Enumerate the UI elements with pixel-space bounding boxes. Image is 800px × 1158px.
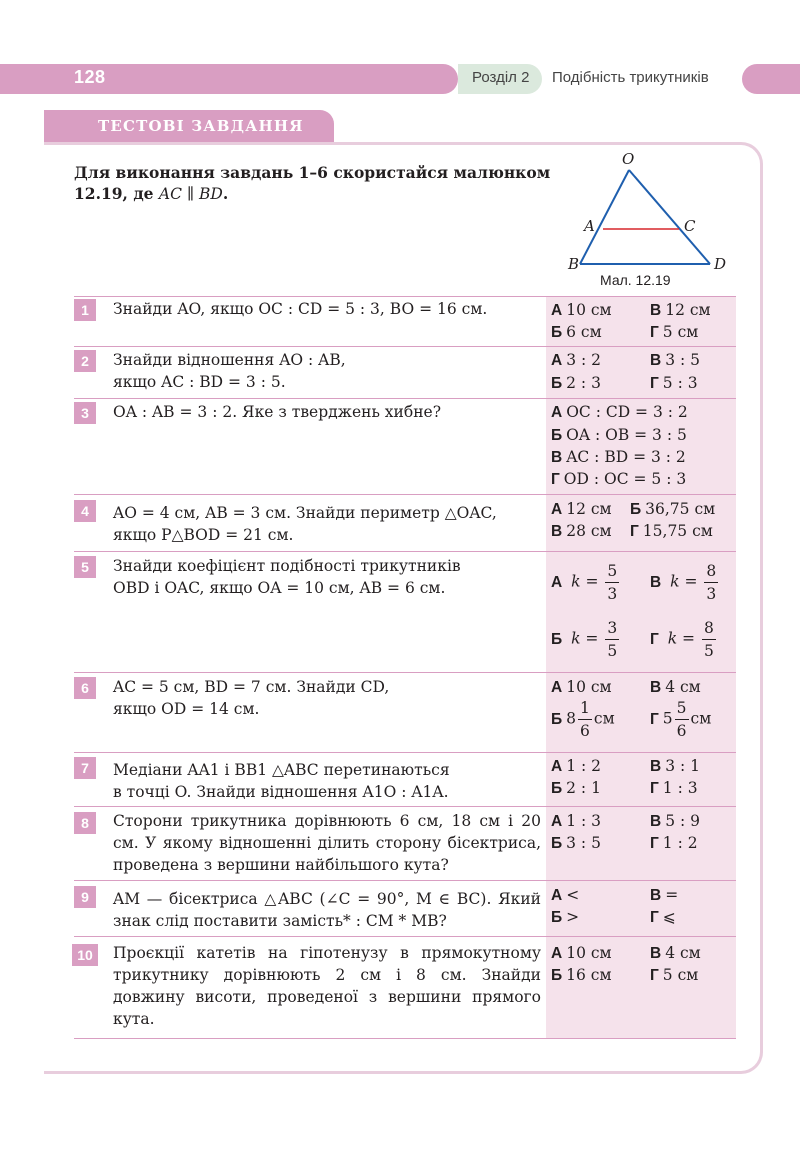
answer-unit: см [593, 709, 615, 728]
question-line: Знайди відношення AO : AB, [113, 351, 346, 369]
answer-letter: В [551, 523, 563, 540]
answer-value: 10 см [566, 678, 612, 696]
row-divider [74, 296, 736, 297]
answer-option [650, 832, 698, 855]
answer-value: 2 : 1 [566, 779, 601, 797]
answer-value: 3 : 2 [566, 351, 602, 369]
fraction [702, 617, 716, 662]
answer-unit: см [690, 709, 712, 728]
answer-var: k = [670, 572, 698, 591]
header-pill [742, 64, 800, 94]
answer-letter: Б [551, 710, 563, 728]
answer-letter: А [551, 501, 563, 518]
answer-letter: Г [551, 471, 560, 488]
answer-option [551, 349, 601, 372]
intro-math: AC ∥ BD [158, 185, 223, 203]
answer-letter: Г [650, 780, 659, 797]
chapter-title: Подібність трикутників [552, 69, 709, 86]
numerator: 8 [702, 617, 716, 640]
row-divider [74, 494, 736, 495]
row-divider [74, 936, 736, 937]
answer-option [650, 697, 711, 742]
answer-value: 12 см [665, 301, 711, 319]
answer-option [650, 884, 678, 907]
answer-option [551, 964, 612, 987]
question-text [113, 676, 541, 720]
answer-letter: Б [551, 909, 563, 926]
row-divider [74, 398, 736, 399]
answer-value: < [566, 886, 580, 904]
answer-letter: В [650, 758, 662, 775]
answer-letter: В [650, 945, 662, 962]
answer-option [650, 810, 700, 833]
page-number: 128 [74, 67, 106, 87]
question-text [113, 502, 541, 546]
answer-value: 6 см [566, 323, 602, 341]
answer-option [551, 617, 621, 662]
answer-value: 10 см [566, 944, 612, 962]
answer-option [650, 676, 701, 699]
answer-letter: Б [551, 324, 563, 341]
numerator: 1 [578, 697, 592, 720]
answer-value: 4 см [665, 944, 701, 962]
answer-value: 10 см [566, 301, 612, 319]
figure-caption: Мал. 12.19 [600, 272, 671, 288]
answer-letter: А [551, 758, 563, 775]
answer-value: 1 : 3 [662, 779, 698, 797]
numerator: 5 [605, 560, 619, 583]
answer-value: 3 : 1 [665, 757, 701, 775]
answer-option [551, 321, 602, 344]
answer-option [551, 468, 686, 491]
answer-letter: А [551, 302, 563, 319]
denominator: 5 [607, 642, 618, 660]
answer-value: 1 : 2 [566, 757, 602, 775]
answer-option [551, 810, 601, 833]
fraction [578, 697, 592, 742]
answer-letter: Г [650, 967, 659, 984]
answer-option [650, 349, 700, 372]
mixed-whole: 8 [566, 709, 577, 728]
answer-letter: В [650, 573, 662, 591]
question-text [113, 888, 541, 932]
answer-option [650, 617, 718, 662]
answer-option [650, 560, 720, 605]
answer-option [551, 424, 687, 447]
question-number: 2 [74, 350, 96, 372]
question-line: якщо AC : BD = 3 : 5. [113, 373, 286, 391]
answer-option [650, 299, 711, 322]
answer-value: 5 см [662, 966, 699, 984]
question-line: AC = 5 см, BD = 7 см. Знайди CD, [113, 678, 390, 696]
answer-option [551, 777, 601, 800]
label-d: D [714, 255, 727, 273]
answer-option [650, 942, 701, 965]
answer-option [650, 372, 698, 395]
chapter-label: Розділ 2 [472, 69, 530, 86]
question-line: OA : AB = 3 : 2. Яке з тверджень хибне? [113, 403, 442, 421]
answer-value: 5 : 9 [665, 812, 701, 830]
answer-value: > [566, 908, 580, 926]
question-text [113, 810, 541, 876]
fraction [605, 617, 619, 662]
question-line: Знайди коефіцієнт подібності трикутників [113, 557, 461, 575]
numerator: 5 [675, 697, 689, 720]
answer-value: = [665, 886, 679, 904]
answer-value: 12 см [566, 500, 612, 518]
answer-value: 4 см [665, 678, 701, 696]
question-number: 1 [74, 299, 96, 321]
answer-option [650, 964, 698, 987]
answer-letter: В [650, 302, 662, 319]
answer-option [551, 676, 612, 699]
answer-letter: В [650, 813, 662, 830]
answer-value: OA : OB = 3 : 5 [566, 426, 687, 444]
question-line: якщо OD = 14 см. [113, 700, 260, 718]
answer-letter: Б [630, 501, 642, 518]
answer-letter: А [551, 679, 563, 696]
answer-value: 5 см [662, 323, 699, 341]
intro-text [74, 162, 554, 205]
row-divider [74, 551, 736, 552]
answer-letter: А [551, 887, 563, 904]
answer-value: AC : BD = 3 : 2 [566, 448, 686, 466]
numerator: 3 [605, 617, 619, 640]
answer-value: 15,75 см [642, 522, 713, 540]
answer-letter: Г [650, 630, 659, 648]
question-line: OBD і OAC, якщо OA = 10 см, AB = 6 см. [113, 579, 446, 597]
answer-letter: Г [650, 710, 659, 728]
answer-var: k = [667, 629, 696, 648]
answer-option [551, 401, 688, 424]
answer-option [551, 697, 615, 742]
mixed-whole: 5 [662, 709, 673, 728]
answer-value: 28 см [566, 522, 612, 540]
question-number: 7 [74, 757, 96, 779]
answer-value: 3 : 5 [566, 834, 601, 852]
answer-letter: В [551, 449, 563, 466]
question-line: Медіани AA1 і BB1 △ABC перетинаються [113, 761, 450, 779]
denominator: 3 [607, 585, 618, 603]
answer-value: 3 : 5 [665, 351, 701, 369]
question-number: 3 [74, 402, 96, 424]
row-divider [74, 672, 736, 673]
answer-option [551, 906, 579, 929]
question-text [113, 298, 541, 320]
answer-letter: Б [551, 630, 563, 648]
answer-letter: Б [551, 835, 563, 852]
side-od [629, 170, 710, 264]
denominator: 3 [706, 585, 717, 603]
numerator: 8 [704, 560, 718, 583]
question-text [113, 555, 541, 599]
section-title: ТЕСТОВІ ЗАВДАННЯ [98, 117, 304, 135]
row-divider [74, 806, 736, 807]
answer-option [551, 498, 612, 521]
answer-letter: Б [551, 375, 563, 392]
answer-option [551, 372, 601, 395]
answer-option [551, 446, 686, 469]
question-line: AO = 4 см, AB = 3 см. Знайди периметр △OAC, [113, 504, 497, 522]
answer-option [551, 884, 579, 907]
question-number: 8 [74, 812, 96, 834]
question-text [113, 942, 541, 1030]
question-line: в точці O. Знайди відношення A1O : A1A. [113, 783, 449, 801]
answer-option [630, 520, 713, 543]
answer-option [650, 321, 698, 344]
question-text [113, 349, 541, 393]
answer-option [551, 942, 612, 965]
label-o: O [622, 150, 635, 168]
header-bar [0, 64, 458, 94]
answer-option [551, 299, 612, 322]
answer-option [650, 906, 676, 929]
question-line: Сторони трикутника дорівнюють 6 см, 18 см і 20 см. У якому відношенні ділить сторону бісектриса, проведена з вершини найбільшого кута? [113, 812, 541, 874]
question-text [113, 401, 541, 423]
answer-letter: Г [650, 375, 659, 392]
fraction [605, 560, 619, 605]
question-line: AM — бісектриса △ABC (∠C = 90°, M ∈ BC). Який знак слід поставити замість* : CM * MB? [113, 890, 541, 930]
intro-text-b: . [222, 184, 229, 203]
answer-value: ⩽ [662, 908, 676, 926]
denominator: 6 [580, 722, 590, 740]
answer-option [551, 520, 612, 543]
answer-letter: В [650, 887, 662, 904]
answer-letter: Г [630, 523, 639, 540]
fraction [675, 697, 689, 742]
answer-letter: В [650, 352, 662, 369]
row-divider [74, 1038, 736, 1039]
answer-letter: А [551, 945, 563, 962]
fraction [704, 560, 718, 605]
question-number: 10 [72, 944, 98, 966]
answer-letter: Г [650, 324, 659, 341]
answer-option [551, 560, 621, 605]
question-line: Проєкції катетів на гіпотенузу в прямокутному трикутнику дорівнюють 2 см і 8 см. Знайди довжину висоти, проведеної з вершини прямого кута. [113, 944, 541, 1028]
answer-value: 2 : 3 [566, 374, 601, 392]
question-line: Знайди AO, якщо OC : CD = 5 : 3, BO = 16 см. [113, 300, 488, 318]
answer-letter: Б [551, 427, 563, 444]
answer-value: OD : OC = 5 : 3 [563, 470, 687, 488]
answer-letter: А [551, 813, 563, 830]
question-text [113, 759, 541, 803]
answer-option [551, 755, 601, 778]
question-number: 6 [74, 677, 96, 699]
answer-letter: Б [551, 780, 563, 797]
triangle-figure [560, 148, 740, 273]
answer-letter: Б [551, 967, 563, 984]
intro-text-a: Для виконання завдань 1–6 скористайся малюнком 12.19, де [74, 163, 551, 203]
answer-letter: А [551, 352, 563, 369]
answer-option [630, 498, 715, 521]
row-divider [74, 880, 736, 881]
answer-option [650, 777, 698, 800]
answer-value: 5 : 3 [662, 374, 698, 392]
answer-letter: Г [650, 909, 659, 926]
label-a: A [584, 217, 595, 235]
answer-letter: А [551, 404, 563, 421]
answer-var: k = [571, 572, 599, 591]
answer-value: 1 : 2 [662, 834, 698, 852]
answer-letter: А [551, 573, 563, 591]
answer-value: 16 см [566, 966, 612, 984]
answer-var: k = [571, 629, 599, 648]
denominator: 5 [703, 642, 714, 660]
question-number: 4 [74, 500, 96, 522]
answer-option [551, 832, 601, 855]
question-number: 9 [74, 886, 96, 908]
answer-value: OC : CD = 3 : 2 [566, 403, 688, 421]
label-b: B [568, 255, 580, 273]
question-number: 5 [74, 556, 96, 578]
answer-value: 1 : 3 [566, 812, 602, 830]
label-c: C [684, 217, 696, 235]
answer-letter: В [650, 679, 662, 696]
answer-value: 36,75 см [645, 500, 716, 518]
denominator: 6 [676, 722, 687, 740]
answer-letter: Г [650, 835, 659, 852]
answer-option [650, 755, 700, 778]
row-divider [74, 346, 736, 347]
question-line: якщо P△BOD = 21 см. [113, 526, 294, 544]
row-divider [74, 752, 736, 753]
